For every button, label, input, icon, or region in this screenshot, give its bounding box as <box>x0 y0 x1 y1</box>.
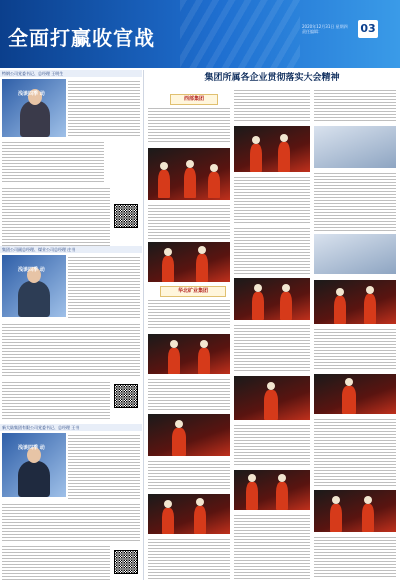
photo-caption: 浅谈四季 动 <box>18 445 45 451</box>
news-photo <box>314 234 396 274</box>
news-photo <box>314 280 396 324</box>
article-text <box>68 433 140 499</box>
section-header: 集团公司副总经理、煤业公司总经理 庄书 <box>0 246 142 253</box>
qr-code <box>114 550 138 574</box>
news-photo <box>314 374 396 414</box>
article-text <box>2 186 110 250</box>
news-photo <box>234 278 310 320</box>
issue-editor: 责任编辑： <box>302 29 322 34</box>
news-photo <box>234 376 310 420</box>
banner-decoration <box>180 0 300 68</box>
article-text <box>314 417 396 487</box>
article-text <box>68 79 140 137</box>
article-text <box>234 423 310 467</box>
news-photo <box>234 470 310 510</box>
article-text <box>148 459 230 491</box>
news-photo <box>148 334 230 374</box>
article-text <box>234 323 310 373</box>
article-text <box>234 226 310 274</box>
left-column <box>0 68 142 583</box>
section-subhead: 华北矿业集团 <box>160 286 226 297</box>
news-photo <box>148 242 230 282</box>
news-photo <box>148 494 230 534</box>
article-text <box>2 140 104 184</box>
article-text <box>2 502 140 542</box>
qr-code <box>114 204 138 228</box>
news-photo <box>148 414 230 456</box>
interview-photo <box>2 433 66 497</box>
issue-date: 2020年12月31日 星期四 <box>302 24 348 29</box>
photo-caption: 浅谈四季 动 <box>18 91 45 97</box>
section-header: 新大陆集团有限公司党委书记、总经理 王书 <box>0 424 142 431</box>
section-subhead: 西部集团 <box>170 94 218 105</box>
page-title: 全面打赢收官战 <box>8 26 155 50</box>
interview-photo <box>2 255 66 317</box>
article-text <box>68 255 140 319</box>
article-text <box>314 535 396 579</box>
news-photo <box>234 126 310 172</box>
article-text <box>2 544 110 580</box>
photo-caption: 浅谈四季 动 <box>18 267 45 273</box>
article-text <box>314 327 396 371</box>
article-text <box>148 203 230 239</box>
page-number: 03 <box>358 20 378 38</box>
qr-code <box>114 384 138 408</box>
article-text <box>148 106 230 144</box>
article-text <box>234 175 310 223</box>
article-text <box>148 298 230 330</box>
interview-photo <box>2 79 66 137</box>
news-photo <box>148 148 230 200</box>
issue-meta <box>302 24 348 34</box>
article-text <box>148 377 230 411</box>
article-text <box>314 88 396 122</box>
article-text <box>234 513 310 579</box>
page-banner <box>0 0 400 68</box>
article-text <box>2 322 140 378</box>
article-text <box>148 537 230 579</box>
article-text <box>234 88 310 122</box>
article-text <box>314 171 396 231</box>
main-headline: 集团所属各企业贯彻落实大会精神 <box>204 73 340 83</box>
news-photo <box>314 490 396 532</box>
column-divider <box>143 70 144 580</box>
section-header: 特钢公司党委书记、总经理 王明生 <box>0 70 142 77</box>
news-photo <box>314 126 396 168</box>
article-text <box>2 380 110 420</box>
